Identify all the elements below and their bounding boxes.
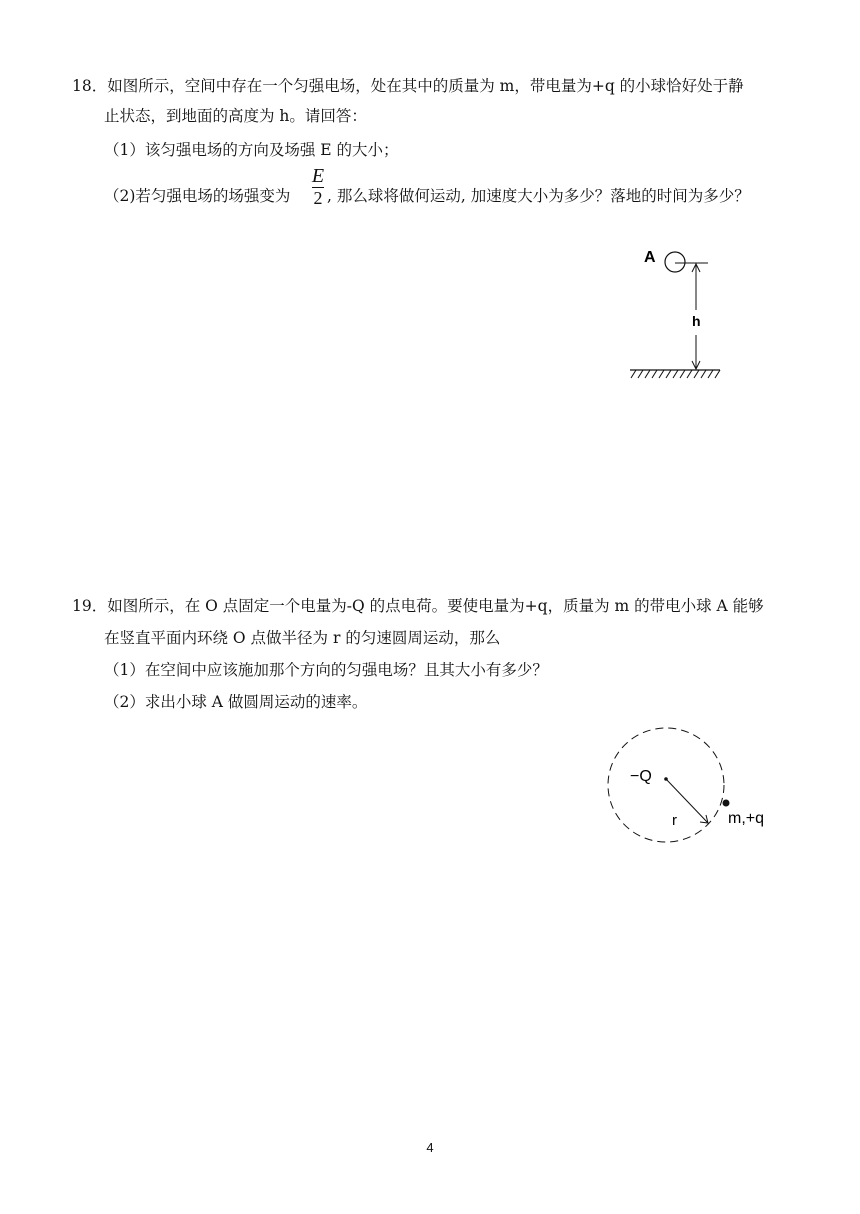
charged-ball xyxy=(723,800,730,807)
q18-line1: 18．如图所示，空间中存在一个匀强电场，处在其中的质量为 m，带电量为+q 的小球恰好处于静 xyxy=(72,77,744,95)
ball-circle xyxy=(665,252,685,272)
q19-part2: （2）求出小球 A 做圆周运动的速率。 xyxy=(104,693,368,711)
q18-line2: 止状态，到地面的高度为 h。请回答： xyxy=(104,107,367,125)
q19-line1: 19．如图所示，在 O 点固定一个电量为-Q 的点电荷。要使电量为+q，质量为 m 的带电小球 A 能够 xyxy=(72,597,764,615)
fraction-e-over-2 xyxy=(311,166,325,210)
ground-hatch xyxy=(631,370,720,378)
q18-figure xyxy=(620,240,730,385)
charge-label-minus-q: −Q xyxy=(630,768,652,785)
ball-label-m-q: m,+q xyxy=(728,810,765,827)
q18-part2-before: （2)若匀强电场的场强变为 xyxy=(104,187,291,205)
radius-label-r: r xyxy=(672,812,677,829)
ball-label-a: A xyxy=(644,249,656,266)
q18-part1: （1）该匀强电场的方向及场强 E 的大小； xyxy=(104,141,399,159)
fraction-numerator: E xyxy=(311,165,325,187)
height-label-h: h xyxy=(692,313,701,329)
q19-line2: 在竖直平面内环绕 O 点做半径为 r 的匀速圆周运动，那么 xyxy=(104,629,501,647)
q19-part1: （1）在空间中应该施加那个方向的匀强电场？且其大小有多少？ xyxy=(104,661,548,679)
page-number: 4 xyxy=(426,1140,434,1155)
fraction-denominator: 2 xyxy=(313,188,323,208)
orbit-dashed-circle xyxy=(608,728,724,842)
q19-figure xyxy=(600,725,790,850)
q18-part2-after: , 那么球将做何运动, 加速度大小为多少？落地的时间为多少？ xyxy=(327,187,750,205)
